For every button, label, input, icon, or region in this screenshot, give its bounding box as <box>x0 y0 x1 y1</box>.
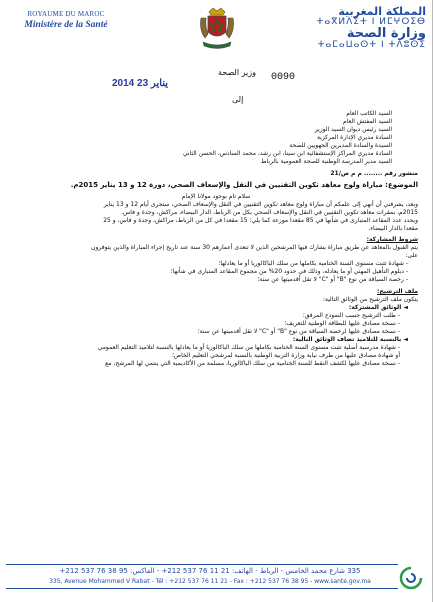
recipient-item: السادة مديري المراكز الإستشفائية ابن سينا، ابن رشد، محمد السادس، الحسن الثاني <box>182 150 392 157</box>
greeting: سلام تام بوجود مولانا الإمام <box>181 193 251 200</box>
paragraph-line: على: <box>405 252 418 259</box>
section-title-file: ملف الترشيح: <box>377 288 418 295</box>
list-item: - طلب الترشيح حسب النموذج المرفق؛ <box>302 312 400 319</box>
royal-coat-of-arms-icon <box>197 6 237 52</box>
kingdom-label-fr: ROYAUME DU MAROC <box>27 10 105 18</box>
ministry-label-ar: وزارة الصحة <box>346 25 426 41</box>
list-item: - شهادة تثبت مستوى السنة الختامية بكاملها من سلك الباكالوريا أو ما يعادلها؛ <box>218 260 408 267</box>
letter-body <box>14 110 418 368</box>
section-title-conditions: شروط المشاركة: <box>366 236 418 243</box>
recipient-item: السادة مديري الإدارة المركزية <box>316 134 392 141</box>
kingdom-label-tifinagh: ⵜⴰⴳⵍⴷⵉⵜ ⵏ ⵍⵎⵖⵔⵉⴱ <box>316 16 426 27</box>
circular-number: منشور رقم ........ م م ص/21 <box>330 170 418 177</box>
paragraph-line: مقعدا بالدار البيضاء. <box>368 225 418 232</box>
letter-subject: الموضوع: مباراة ولوج معاهد تكوين التقنيين في النقل والإسعاف الصحي، دورة 12 و 13 يناير 2015م. <box>70 181 418 189</box>
kingdom-label-ar: المملكة المغربية <box>338 5 426 18</box>
ministry-label-fr: Ministère de la Santé <box>24 20 108 30</box>
reference-number: 0090 <box>271 72 296 83</box>
list-item: - نسخة مصادق عليها لكشف النقط للسنة الختامية من سلك الباكالوريا، مسلمة من الأكاديمية التي ينتمي لها المرشح، مع <box>105 360 400 367</box>
paragraph-line: 2015م، بمقرات معاهد تكوين التقنيين في النقل والإسعاف الصحي بكل من الرباط، الدار البيضاء، مراكش، وجدة و فاس. <box>121 209 418 216</box>
recipient-item: السيد الكاتب العام <box>346 110 392 117</box>
paragraph-line: وبعد، يشرفني أن أنهي إلى علمكم أن مباراة ولوج معاهد تكوين التقنيين في النقل والإسعاف الصحي، ستجرى أيام 12 و 13 يناير <box>103 201 418 208</box>
minister-title: وزير الصحة <box>218 68 256 77</box>
recipient-list <box>14 110 392 166</box>
list-item: - نسخة مصادق عليها للبطاقة الوطنية للتعريف؛ <box>284 320 400 327</box>
addressee-intro: إلى <box>232 95 244 104</box>
paragraph-line: يتم القبول بالمعاهد عن طريق مباراة يشارك فيها المرشحين الذين لا تتعدى أعمارهم 30 سنة عند تاريخ إجراء المباراة والذين يتوفرون <box>91 244 418 251</box>
list-item: - شهادة مدرسية أصلية تثبت مستوى السنة الختامية بكاملها من سلك الباكالوريا أو ما يعادلها بالنسبة لتلاميذ التعليم العمومي <box>97 344 400 351</box>
paragraph-line: يتكون ملف الترشيح من الوثائق التالية: <box>322 296 418 303</box>
recipient-item: السيدة والسادة المديرين الجهويين للصحة <box>289 142 392 149</box>
footer-address-fr: 335, Avenue Mohammed V Rabat - Tél : +212 537 76 11 21 - Fax : +212 537 76 38 95 - www.sante.gov.ma <box>49 578 371 585</box>
subsection-title-students: ◄ بالنسبة للتلاميذ تضاف الوثائق التالية: <box>292 336 408 343</box>
list-item: أو شهادة مصادق عليها من طرف نيابة وزارة التربية الوطنية بالنسبة لمرشحي التعليم الخاص؛ <box>171 352 400 359</box>
paragraph-line: ويحدد عدد المقاعد المتبارى في شأنها في 85 مقعدا موزعة كما يلي: 15 مقعدا في كل من الرباط، مراكش، وجدة و فاس، و 25 <box>103 217 418 224</box>
list-item: - دبلوم التأهيل المهني أو ما يعادله، وذلك في حدود 20% من مجموع المقاعد المتبارى في شأنها؛ <box>170 268 408 275</box>
ministry-logo-icon <box>398 565 424 591</box>
footer-divider <box>6 588 398 589</box>
footer-address-ar: 335 شارع محمد الخامس - الرباط - الهاتف: 21 11 76 537 212+ - الفاكس: 95 38 76 537 212+ <box>59 567 361 575</box>
recipient-item: السيد مدير المدرسة الوطنية للصحة العمومية بالرباط <box>260 158 392 165</box>
letterhead-arabic <box>298 6 426 50</box>
footer-divider <box>6 564 398 565</box>
subsection-title-common: ◄ الوثائق المشتركة: <box>348 304 408 311</box>
dispatch-date-stamp: 2014 يناير 23 <box>112 78 169 89</box>
recipient-item: السيد رئيس ديوان السيد الوزير <box>314 126 392 133</box>
ministry-label-tifinagh: ⵜⴰⵎⴰⵡⴰⵙⵜ ⵏ ⵜⴷⵓⵙⵉ <box>317 39 426 50</box>
letterhead-french <box>6 10 126 30</box>
recipient-item: السيد المفتش العام <box>342 118 392 125</box>
list-item: - رخصة السياقة من نوع "B" أو "C" لا تقل أقدميتها عن سنة؛ <box>257 276 408 283</box>
list-item: - نسخة مصادق عليها لرخصة السياقة من نوع "B" أو "C" لا تقل أقدميتها عن سنة؛ <box>197 328 400 335</box>
